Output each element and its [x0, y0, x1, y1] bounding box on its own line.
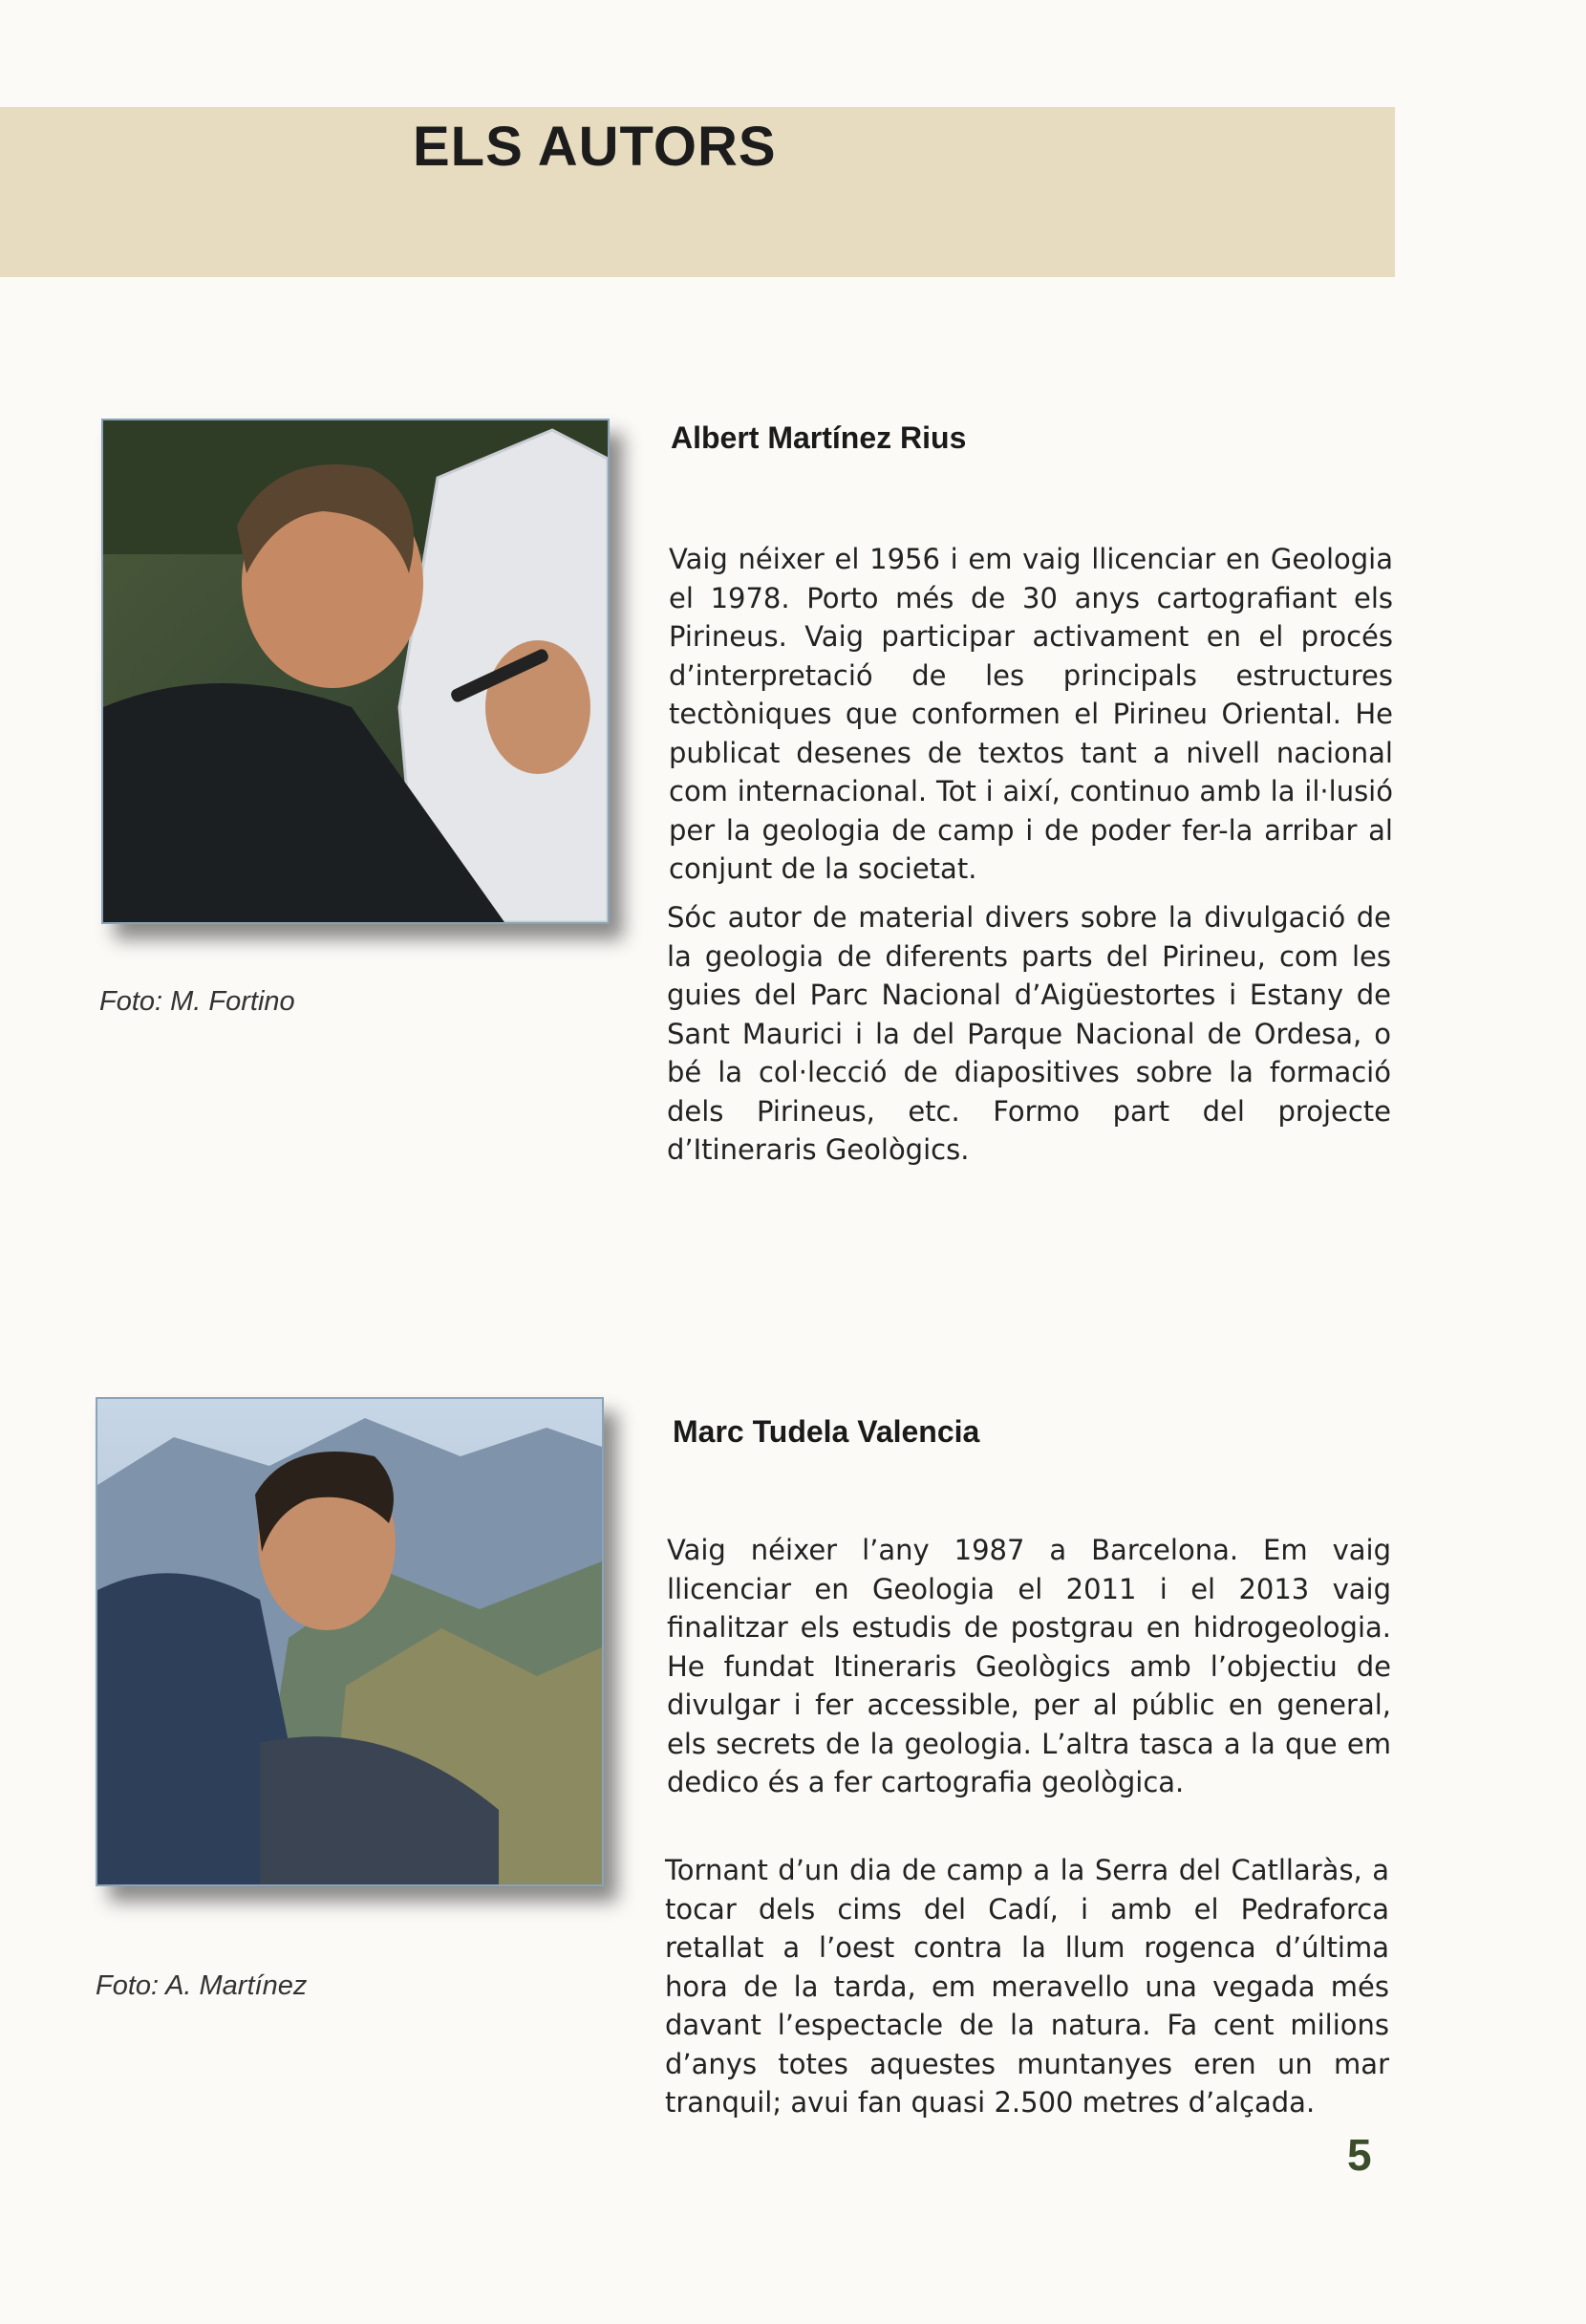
page-number: 5 — [1347, 2130, 1372, 2180]
author-photo-marc — [96, 1397, 604, 1886]
author-bio-paragraph: Vaig néixer l’any 1987 a Barcelona. Em vaig llicenciar en Geologia el 2011 i el 2013 vaig finalitzar els estudis de postgrau en hidrogeologia. He fundat Itineraris Geològics amb l’objectiu de divulgar i fer accessible, per al públic en general, els secrets de la geologia. L’altra tasca a la que em dedico és a fer cartografia geològica. — [667, 1534, 1391, 1798]
author-name-marc: Marc Tudela Valencia — [673, 1414, 980, 1449]
author-photo-albert — [101, 419, 610, 924]
author-bio-paragraph: Vaig néixer el 1956 i em vaig llicenciar en Geologia el 1978. Porto més de 30 anys cartografiant els Pirineus. Vaig participar activament en el procés d’interpretació de les principals estructures tectòniques que conformen el Pirineu Oriental. He publicat desenes de textos tant a nivell nacional com internacional. Tot i així, continuo amb la il·lusió per la geologia de camp i de poder fer-la arribar al conjunt de la societat. — [669, 543, 1393, 885]
page-title: ELS AUTORS — [413, 116, 777, 178]
author-bio-paragraph: Sóc autor de material divers sobre la divulgació de la geologia de diferents parts del Pirineu, com les guies del Parc Nacional d’Aigüestortes i Estany de Sant Maurici i la del Parque Nacional de Ordesa, o bé la col·lecció de diapositives sobre la formació dels Pirineus, etc. Formo part del projecte d’Itineraris Geològics. — [667, 901, 1391, 1166]
photo-credit-albert: Foto: M. Fortino — [99, 986, 295, 1017]
author-bio-paragraph: Tornant d’un dia de camp a la Serra del Catllaràs, a tocar dels cims del Cadí, i amb el Pedraforca retallat a l’oest contra la llum rogenca d’última hora de la tarda, em meravello una vegada més davant l’espectacle de la natura. Fa cent milions d’anys totes aquestes muntanyes eren un mar tranquil; avui fan quasi 2.500 metres d’alçada. — [665, 1854, 1389, 2119]
author-name-albert: Albert Martínez Rius — [671, 420, 967, 455]
photo-credit-marc: Foto: A. Martínez — [96, 1970, 308, 2001]
